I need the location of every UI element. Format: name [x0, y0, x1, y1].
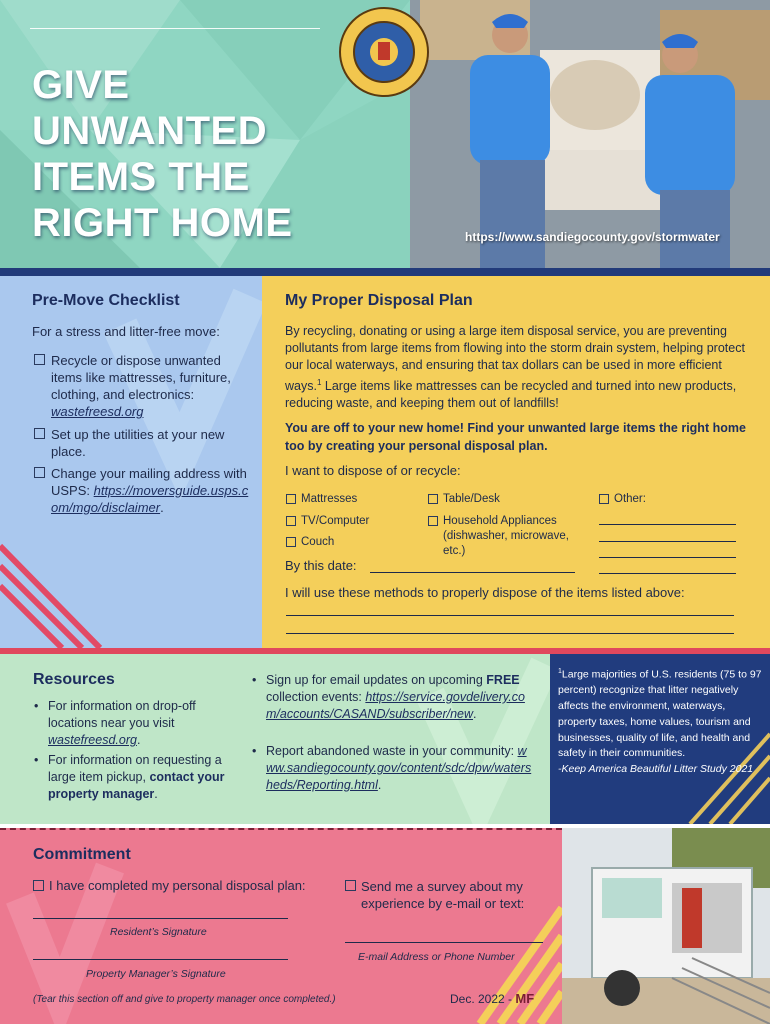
- govdelivery-link[interactable]: https://service.govdelivery.com/accounts/CASAND/subscriber/new: [266, 690, 525, 721]
- truck-photo: [562, 828, 770, 1024]
- resource-dropoff: [34, 698, 209, 749]
- footnote-source: -Keep America Beautiful Litter Study 2021: [558, 763, 754, 776]
- plan-body: [285, 323, 757, 412]
- checkbox[interactable]: [33, 880, 44, 891]
- option-label: Household Appliances (dishwasher, microwave, etc.): [443, 515, 569, 557]
- plan-completed-checkbox[interactable]: [33, 878, 306, 893]
- option-label: Couch: [301, 536, 335, 548]
- option-couch[interactable]: [286, 535, 334, 550]
- resources-section: [0, 654, 550, 824]
- checkbox[interactable]: [345, 880, 356, 891]
- date-line[interactable]: [370, 572, 575, 573]
- manager-signature-line[interactable]: [33, 959, 288, 960]
- period: .: [377, 778, 382, 792]
- checkbox[interactable]: [286, 516, 296, 526]
- commitment-section: [0, 828, 562, 1024]
- header-rule: [30, 28, 320, 29]
- disposal-plan: [262, 276, 770, 648]
- resident-signature-line[interactable]: [33, 918, 288, 919]
- plan-body-1: By recycling, donating or using a large item disposal service, you are preventing pollutants from large items from flowing into the storm drain system, helping protect our local waterways, and ensuring that tax dollars can be used in more efficient ways.: [285, 324, 745, 394]
- manager-signature-label: Property Manager’s Signature: [86, 968, 226, 980]
- resource-text: collection events:: [266, 690, 366, 704]
- resource-text: Sign up for email updates on upcoming: [266, 673, 487, 687]
- period: .: [473, 707, 477, 721]
- option-appliances[interactable]: [428, 514, 578, 559]
- contact-line[interactable]: [345, 942, 543, 943]
- report-link[interactable]: www.sandiegocounty.gov/content/sdc/dpw/watersheds/Reporting.html: [266, 744, 532, 792]
- methods-line[interactable]: [286, 633, 734, 634]
- stormwater-url[interactable]: https://www.sandiegocounty.gov/stormwater: [465, 230, 720, 244]
- resource-text: For information on requesting a large item pickup,: [48, 753, 222, 784]
- wastefreesd-link[interactable]: wastefreesd.org: [48, 733, 137, 747]
- other-line[interactable]: [599, 541, 736, 542]
- other-line[interactable]: [599, 524, 736, 525]
- resource-text: Report abandoned waste in your community:: [266, 744, 518, 758]
- headline: GIVE UNWANTED ITEMS THE RIGHT HOME: [32, 63, 293, 245]
- county-seal-icon: [338, 6, 430, 98]
- plan-body-2: Large items like mattresses can be recycled and turned into new products, reducing waste, and keeping them out of landfills!: [285, 379, 737, 411]
- resource-bold: contact your property manager: [48, 770, 225, 801]
- movers-photo: [410, 0, 770, 268]
- footnote-body: Large majorities of U.S. residents (75 to 97 percent) recognize that litter negatively affects the environment, waterways, property taxes, home values, tourism and businesses, quality of life, and health and safety in their communities.: [558, 668, 762, 760]
- survey-checkbox[interactable]: [345, 878, 555, 912]
- footnote-text: [558, 664, 763, 778]
- checkbox[interactable]: [599, 494, 609, 504]
- option-label: TV/Computer: [301, 515, 370, 527]
- other-line[interactable]: [599, 557, 736, 558]
- premove-intro: For a stress and litter-free move:: [32, 324, 220, 339]
- date-text: Dec. 2022 -: [450, 992, 516, 1006]
- checkbox[interactable]: [34, 467, 45, 478]
- resource-pickup: [34, 752, 244, 803]
- dispose-prompt: I want to dispose of or recycle:: [285, 463, 461, 478]
- period: .: [136, 733, 141, 747]
- date-label: By this date:: [285, 558, 357, 573]
- plan-cta: You are off to your new home! Find your unwanted large items the right home too by creating your personal disposal plan.: [285, 421, 746, 453]
- option-mattresses[interactable]: [286, 492, 357, 507]
- resident-signature-label: Resident’s Signature: [110, 926, 207, 938]
- methods-line[interactable]: [286, 615, 734, 616]
- option-label: Mattresses: [301, 493, 358, 505]
- contact-label: E-mail Address or Phone Number: [358, 951, 515, 963]
- period: .: [160, 500, 164, 515]
- footnote-ref: 1: [316, 378, 322, 387]
- checklist-item-usps[interactable]: [34, 465, 249, 516]
- methods-label: I will use these methods to properly dispose of the items listed above:: [285, 585, 685, 600]
- checklist-item-utilities[interactable]: [34, 426, 249, 460]
- checkbox-label: Send me a survey about my experience by e-mail or text:: [361, 879, 525, 911]
- resources-title: Resources: [33, 671, 115, 688]
- checklist-text: Set up the utilities at your new place.: [51, 427, 225, 459]
- form-code: MF: [515, 991, 535, 1006]
- premove-checklist: [0, 276, 262, 648]
- resource-text: For information on drop-off locations near you visit: [48, 699, 196, 730]
- tear-instructions: (Tear this section off and give to property manager once completed.): [33, 994, 336, 1005]
- resource-signup: [252, 672, 532, 723]
- checkbox[interactable]: [286, 537, 296, 547]
- other-line[interactable]: [599, 573, 736, 574]
- checklist-item-recycle[interactable]: [34, 352, 249, 420]
- checkbox[interactable]: [428, 516, 438, 526]
- wastefreesd-link[interactable]: wastefreesd.org: [51, 404, 144, 419]
- checkbox[interactable]: [34, 428, 45, 439]
- checkbox[interactable]: [428, 494, 438, 504]
- footnote-marker: 1: [558, 668, 562, 675]
- checkbox-label: I have completed my personal disposal plan:: [49, 878, 306, 893]
- checklist-text: Change your mailing address with USPS:: [51, 466, 247, 498]
- plan-title: My Proper Disposal Plan: [285, 292, 473, 309]
- option-tv-computer[interactable]: [286, 514, 369, 529]
- option-label: Table/Desk: [443, 493, 500, 505]
- commitment-title: Commitment: [33, 846, 131, 863]
- footnote-box: [550, 654, 770, 824]
- tear-line: [0, 828, 562, 830]
- navy-divider: [0, 268, 770, 276]
- option-table-desk[interactable]: [428, 492, 500, 507]
- checkbox[interactable]: [286, 494, 296, 504]
- option-label: Other:: [614, 493, 646, 505]
- premove-title: Pre-Move Checklist: [32, 292, 180, 309]
- period: .: [154, 787, 158, 801]
- option-other[interactable]: [599, 492, 646, 507]
- resource-bold: FREE: [486, 673, 520, 687]
- usps-link[interactable]: https://moversguide.usps.com/mgo/disclaimer: [51, 483, 249, 515]
- checklist-text: Recycle or dispose unwanted items like mattresses, furniture, clothing, and electronics:: [51, 353, 231, 402]
- resource-report: [252, 743, 532, 794]
- checkbox[interactable]: [34, 354, 45, 365]
- date-code: [450, 991, 534, 1006]
- header-banner: [0, 0, 770, 268]
